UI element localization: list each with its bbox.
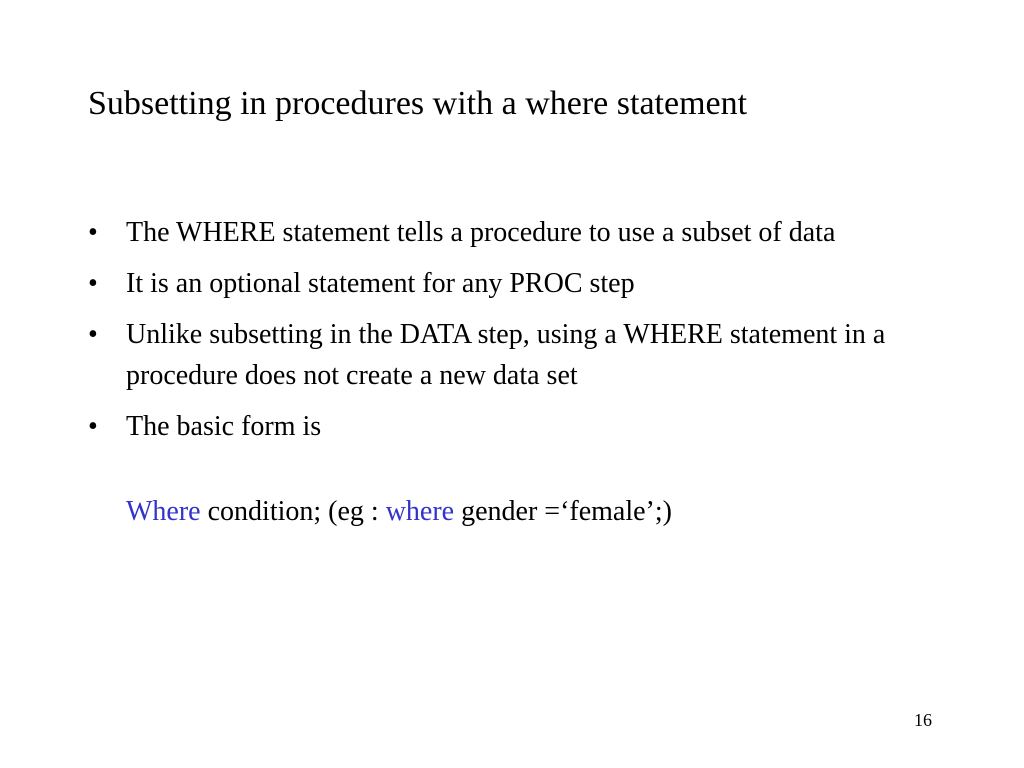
example-syntax-line	[126, 491, 672, 532]
bullet-text: It is an optional statement for any PROC step	[126, 268, 635, 299]
bullet-icon: •	[88, 319, 98, 350]
where-keyword: Where	[126, 496, 201, 527]
bullet-text: The WHERE statement tells a procedure to use a subset of data	[126, 217, 836, 248]
bullet-icon: •	[88, 217, 98, 248]
bullet-icon: •	[88, 411, 98, 442]
bullet-item	[88, 406, 948, 447]
bullet-list	[88, 212, 948, 457]
bullet-text: Unlike subsetting in the DATA step, using a WHERE statement in a procedure does not create a new data set	[126, 319, 886, 391]
example-text: condition; (eg :	[200, 496, 386, 527]
where-keyword: where	[385, 496, 455, 527]
bullet-item	[88, 314, 948, 396]
bullet-icon: •	[88, 268, 98, 299]
bullet-item	[88, 212, 948, 253]
example-text: gender =‘female’;)	[454, 496, 672, 527]
bullet-item	[88, 263, 948, 304]
bullet-text: The basic form is	[126, 411, 322, 442]
slide-title: Subsetting in procedures with a where statement	[88, 85, 748, 122]
page-number: 16	[914, 710, 932, 730]
